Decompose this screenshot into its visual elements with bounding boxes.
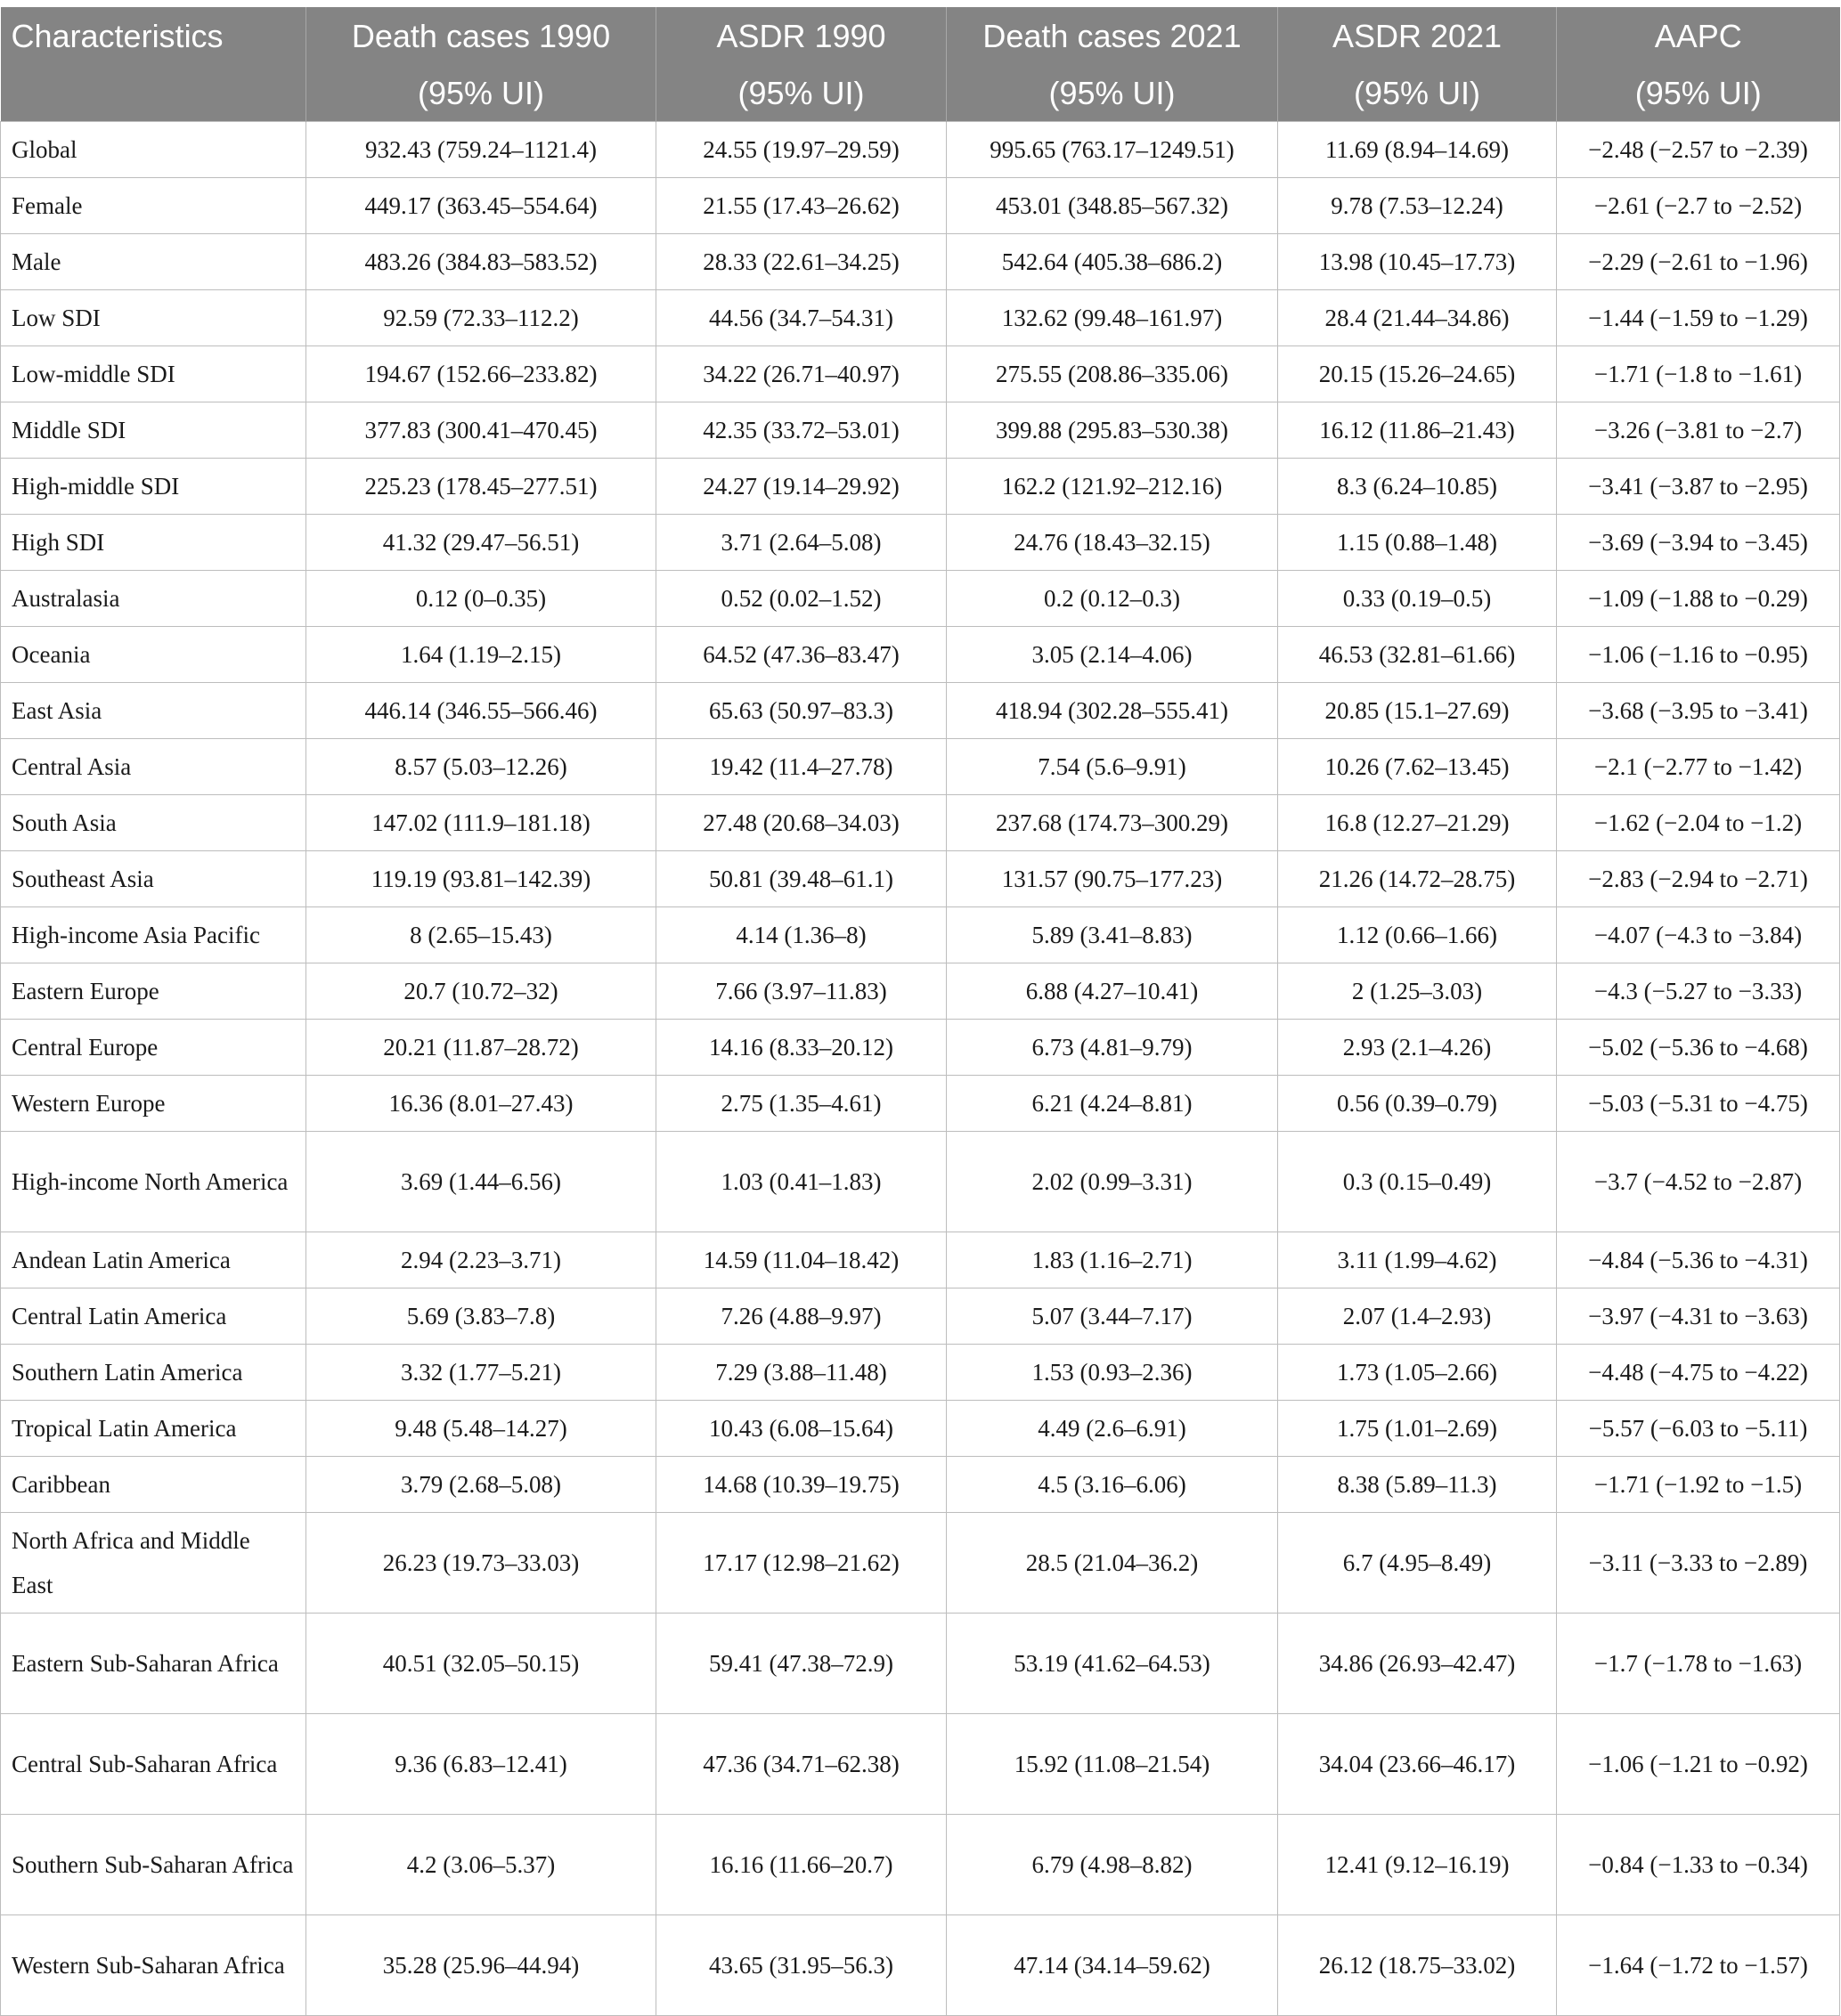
asdr-1990-cell: 14.59 (11.04–18.42) (656, 1232, 947, 1288)
asdr-2021-cell: 34.86 (26.93–42.47) (1278, 1614, 1557, 1714)
death-cases-1990-cell: 1.64 (1.19–2.15) (306, 627, 656, 683)
subheader-asdr-1990: (95% UI) (656, 66, 947, 122)
subheader-death-cases-2021: (95% UI) (947, 66, 1278, 122)
characteristic-cell: High SDI (1, 515, 306, 571)
death-cases-2021-cell: 3.05 (2.14–4.06) (947, 627, 1278, 683)
table-row (1, 1714, 1840, 1815)
death-cases-2021-cell: 6.79 (4.98–8.82) (947, 1815, 1278, 1915)
asdr-2021-cell: 0.3 (0.15–0.49) (1278, 1132, 1557, 1232)
characteristic-cell: Southern Sub-Saharan Africa (1, 1815, 306, 1915)
asdr-2021-cell: 16.12 (11.86–21.43) (1278, 402, 1557, 459)
characteristic-cell: High-middle SDI (1, 459, 306, 515)
aapc-cell: −2.61 (−2.7 to −2.52) (1557, 178, 1840, 234)
asdr-2021-cell: 6.7 (4.95–8.49) (1278, 1513, 1557, 1614)
table-row (1, 1345, 1840, 1401)
asdr-2021-cell: 20.15 (15.26–24.65) (1278, 346, 1557, 402)
asdr-2021-cell: 46.53 (32.81–61.66) (1278, 627, 1557, 683)
asdr-1990-cell: 7.66 (3.97–11.83) (656, 963, 947, 1020)
characteristic-cell: Andean Latin America (1, 1232, 306, 1288)
data-table (0, 7, 1840, 2016)
asdr-1990-cell: 3.71 (2.64–5.08) (656, 515, 947, 571)
aapc-cell: −2.83 (−2.94 to −2.71) (1557, 851, 1840, 907)
aapc-cell: −3.7 (−4.52 to −2.87) (1557, 1132, 1840, 1232)
asdr-2021-cell: 12.41 (9.12–16.19) (1278, 1815, 1557, 1915)
death-cases-1990-cell: 8.57 (5.03–12.26) (306, 739, 656, 795)
asdr-1990-cell: 24.27 (19.14–29.92) (656, 459, 947, 515)
aapc-cell: −3.11 (−3.33 to −2.89) (1557, 1513, 1840, 1614)
header-characteristics: Characteristics (1, 7, 306, 66)
death-cases-2021-cell: 6.21 (4.24–8.81) (947, 1076, 1278, 1132)
death-cases-2021-cell: 399.88 (295.83–530.38) (947, 402, 1278, 459)
asdr-2021-cell: 13.98 (10.45–17.73) (1278, 234, 1557, 290)
table-row (1, 1020, 1840, 1076)
asdr-1990-cell: 47.36 (34.71–62.38) (656, 1714, 947, 1815)
table-row (1, 1815, 1840, 1915)
asdr-2021-cell: 1.12 (0.66–1.66) (1278, 907, 1557, 963)
death-cases-1990-cell: 5.69 (3.83–7.8) (306, 1288, 656, 1345)
asdr-1990-cell: 19.42 (11.4–27.78) (656, 739, 947, 795)
death-cases-2021-cell: 1.53 (0.93–2.36) (947, 1345, 1278, 1401)
aapc-cell: −4.07 (−4.3 to −3.84) (1557, 907, 1840, 963)
aapc-cell: −5.03 (−5.31 to −4.75) (1557, 1076, 1840, 1132)
death-cases-1990-cell: 483.26 (384.83–583.52) (306, 234, 656, 290)
death-cases-1990-cell: 9.36 (6.83–12.41) (306, 1714, 656, 1815)
death-cases-1990-cell: 119.19 (93.81–142.39) (306, 851, 656, 907)
aapc-cell: −2.48 (−2.57 to −2.39) (1557, 122, 1840, 178)
table-row (1, 122, 1840, 178)
header-row (1, 7, 1840, 66)
characteristic-cell: Western Europe (1, 1076, 306, 1132)
death-cases-2021-cell: 131.57 (90.75–177.23) (947, 851, 1278, 907)
subheader-death-cases-1990: (95% UI) (306, 66, 656, 122)
asdr-1990-cell: 59.41 (47.38–72.9) (656, 1614, 947, 1714)
table-row (1, 571, 1840, 627)
table-row (1, 1401, 1840, 1457)
asdr-2021-cell: 1.75 (1.01–2.69) (1278, 1401, 1557, 1457)
aapc-cell: −3.97 (−4.31 to −3.63) (1557, 1288, 1840, 1345)
asdr-2021-cell: 0.33 (0.19–0.5) (1278, 571, 1557, 627)
header-asdr-1990: ASDR 1990 (656, 7, 947, 66)
death-cases-1990-cell: 92.59 (72.33–112.2) (306, 290, 656, 346)
death-cases-2021-cell: 132.62 (99.48–161.97) (947, 290, 1278, 346)
asdr-2021-cell: 2.07 (1.4–2.93) (1278, 1288, 1557, 1345)
death-cases-1990-cell: 2.94 (2.23–3.71) (306, 1232, 656, 1288)
aapc-cell: −1.71 (−1.8 to −1.61) (1557, 346, 1840, 402)
aapc-cell: −4.3 (−5.27 to −3.33) (1557, 963, 1840, 1020)
asdr-2021-cell: 21.26 (14.72–28.75) (1278, 851, 1557, 907)
table-row (1, 515, 1840, 571)
aapc-cell: −1.71 (−1.92 to −1.5) (1557, 1457, 1840, 1513)
characteristic-cell: Caribbean (1, 1457, 306, 1513)
table-row (1, 178, 1840, 234)
header-asdr-2021: ASDR 2021 (1278, 7, 1557, 66)
characteristic-cell: Central Latin America (1, 1288, 306, 1345)
death-cases-2021-cell: 6.73 (4.81–9.79) (947, 1020, 1278, 1076)
death-cases-1990-cell: 3.32 (1.77–5.21) (306, 1345, 656, 1401)
aapc-cell: −3.69 (−3.94 to −3.45) (1557, 515, 1840, 571)
death-cases-1990-cell: 377.83 (300.41–470.45) (306, 402, 656, 459)
asdr-1990-cell: 0.52 (0.02–1.52) (656, 571, 947, 627)
death-cases-2021-cell: 162.2 (121.92–212.16) (947, 459, 1278, 515)
asdr-2021-cell: 20.85 (15.1–27.69) (1278, 683, 1557, 739)
aapc-cell: −2.1 (−2.77 to −1.42) (1557, 739, 1840, 795)
table-row (1, 739, 1840, 795)
subheader-row (1, 66, 1840, 122)
table-row (1, 907, 1840, 963)
death-cases-2021-cell: 24.76 (18.43–32.15) (947, 515, 1278, 571)
asdr-2021-cell: 9.78 (7.53–12.24) (1278, 178, 1557, 234)
table-row (1, 459, 1840, 515)
death-cases-2021-cell: 1.83 (1.16–2.71) (947, 1232, 1278, 1288)
table-row (1, 1288, 1840, 1345)
death-cases-1990-cell: 225.23 (178.45–277.51) (306, 459, 656, 515)
asdr-2021-cell: 8.3 (6.24–10.85) (1278, 459, 1557, 515)
characteristic-cell: Eastern Sub-Saharan Africa (1, 1614, 306, 1714)
asdr-1990-cell: 2.75 (1.35–4.61) (656, 1076, 947, 1132)
death-cases-1990-cell: 446.14 (346.55–566.46) (306, 683, 656, 739)
death-cases-1990-cell: 20.7 (10.72–32) (306, 963, 656, 1020)
aapc-cell: −4.84 (−5.36 to −4.31) (1557, 1232, 1840, 1288)
death-cases-1990-cell: 932.43 (759.24–1121.4) (306, 122, 656, 178)
characteristic-cell: Australasia (1, 571, 306, 627)
death-cases-1990-cell: 194.67 (152.66–233.82) (306, 346, 656, 402)
aapc-cell: −5.02 (−5.36 to −4.68) (1557, 1020, 1840, 1076)
table-row (1, 1513, 1840, 1614)
death-cases-1990-cell: 35.28 (25.96–44.94) (306, 1915, 656, 2016)
death-cases-1990-cell: 0.12 (0–0.35) (306, 571, 656, 627)
death-cases-1990-cell: 3.79 (2.68–5.08) (306, 1457, 656, 1513)
death-cases-1990-cell: 3.69 (1.44–6.56) (306, 1132, 656, 1232)
characteristic-cell: South Asia (1, 795, 306, 851)
asdr-1990-cell: 27.48 (20.68–34.03) (656, 795, 947, 851)
header-aapc: AAPC (1557, 7, 1840, 66)
aapc-cell: −1.06 (−1.21 to −0.92) (1557, 1714, 1840, 1815)
aapc-cell: −1.09 (−1.88 to −0.29) (1557, 571, 1840, 627)
table-row (1, 290, 1840, 346)
death-cases-1990-cell: 40.51 (32.05–50.15) (306, 1614, 656, 1714)
table-row (1, 402, 1840, 459)
table-row (1, 234, 1840, 290)
death-cases-2021-cell: 453.01 (348.85–567.32) (947, 178, 1278, 234)
asdr-1990-cell: 7.29 (3.88–11.48) (656, 1345, 947, 1401)
asdr-2021-cell: 8.38 (5.89–11.3) (1278, 1457, 1557, 1513)
asdr-2021-cell: 11.69 (8.94–14.69) (1278, 122, 1557, 178)
death-cases-2021-cell: 2.02 (0.99–3.31) (947, 1132, 1278, 1232)
death-cases-2021-cell: 418.94 (302.28–555.41) (947, 683, 1278, 739)
asdr-1990-cell: 4.14 (1.36–8) (656, 907, 947, 963)
aapc-cell: −1.62 (−2.04 to −1.2) (1557, 795, 1840, 851)
asdr-1990-cell: 64.52 (47.36–83.47) (656, 627, 947, 683)
characteristic-cell: Male (1, 234, 306, 290)
asdr-2021-cell: 28.4 (21.44–34.86) (1278, 290, 1557, 346)
asdr-2021-cell: 0.56 (0.39–0.79) (1278, 1076, 1557, 1132)
table-header (1, 7, 1840, 122)
characteristic-cell: High-income Asia Pacific (1, 907, 306, 963)
asdr-1990-cell: 1.03 (0.41–1.83) (656, 1132, 947, 1232)
table-row (1, 1076, 1840, 1132)
characteristic-cell: Female (1, 178, 306, 234)
table-row (1, 346, 1840, 402)
asdr-1990-cell: 44.56 (34.7–54.31) (656, 290, 947, 346)
header-death-cases-2021: Death cases 2021 (947, 7, 1278, 66)
death-cases-1990-cell: 9.48 (5.48–14.27) (306, 1401, 656, 1457)
asdr-1990-cell: 24.55 (19.97–29.59) (656, 122, 947, 178)
table-row (1, 1915, 1840, 2016)
characteristic-cell: North Africa and Middle East (1, 1513, 306, 1614)
asdr-1990-cell: 43.65 (31.95–56.3) (656, 1915, 947, 2016)
characteristic-cell: Tropical Latin America (1, 1401, 306, 1457)
asdr-2021-cell: 10.26 (7.62–13.45) (1278, 739, 1557, 795)
death-cases-2021-cell: 53.19 (41.62–64.53) (947, 1614, 1278, 1714)
aapc-cell: −4.48 (−4.75 to −4.22) (1557, 1345, 1840, 1401)
characteristic-cell: East Asia (1, 683, 306, 739)
table-row (1, 1457, 1840, 1513)
death-cases-2021-cell: 237.68 (174.73–300.29) (947, 795, 1278, 851)
death-cases-1990-cell: 16.36 (8.01–27.43) (306, 1076, 656, 1132)
asdr-2021-cell: 2.93 (2.1–4.26) (1278, 1020, 1557, 1076)
asdr-1990-cell: 7.26 (4.88–9.97) (656, 1288, 947, 1345)
characteristic-cell: Low-middle SDI (1, 346, 306, 402)
asdr-2021-cell: 26.12 (18.75–33.02) (1278, 1915, 1557, 2016)
aapc-cell: −1.64 (−1.72 to −1.57) (1557, 1915, 1840, 2016)
aapc-cell: −0.84 (−1.33 to −0.34) (1557, 1815, 1840, 1915)
death-cases-2021-cell: 15.92 (11.08–21.54) (947, 1714, 1278, 1815)
aapc-cell: −5.57 (−6.03 to −5.11) (1557, 1401, 1840, 1457)
death-cases-1990-cell: 449.17 (363.45–554.64) (306, 178, 656, 234)
asdr-2021-cell: 34.04 (23.66–46.17) (1278, 1714, 1557, 1815)
table-row (1, 1132, 1840, 1232)
asdr-1990-cell: 14.16 (8.33–20.12) (656, 1020, 947, 1076)
characteristic-cell: Global (1, 122, 306, 178)
death-cases-2021-cell: 4.49 (2.6–6.91) (947, 1401, 1278, 1457)
table-row (1, 1232, 1840, 1288)
aapc-cell: −3.41 (−3.87 to −2.95) (1557, 459, 1840, 515)
death-cases-2021-cell: 0.2 (0.12–0.3) (947, 571, 1278, 627)
header-death-cases-1990: Death cases 1990 (306, 7, 656, 66)
asdr-2021-cell: 3.11 (1.99–4.62) (1278, 1232, 1557, 1288)
asdr-1990-cell: 10.43 (6.08–15.64) (656, 1401, 947, 1457)
table-row (1, 963, 1840, 1020)
asdr-2021-cell: 2 (1.25–3.03) (1278, 963, 1557, 1020)
asdr-1990-cell: 65.63 (50.97–83.3) (656, 683, 947, 739)
characteristic-cell: Central Sub-Saharan Africa (1, 1714, 306, 1815)
characteristic-cell: Western Sub-Saharan Africa (1, 1915, 306, 2016)
death-cases-1990-cell: 41.32 (29.47–56.51) (306, 515, 656, 571)
subheader-characteristics (1, 66, 306, 122)
asdr-1990-cell: 21.55 (17.43–26.62) (656, 178, 947, 234)
subheader-asdr-2021: (95% UI) (1278, 66, 1557, 122)
asdr-1990-cell: 17.17 (12.98–21.62) (656, 1513, 947, 1614)
death-cases-2021-cell: 275.55 (208.86–335.06) (947, 346, 1278, 402)
table-row (1, 795, 1840, 851)
characteristic-cell: Southeast Asia (1, 851, 306, 907)
death-cases-2021-cell: 28.5 (21.04–36.2) (947, 1513, 1278, 1614)
characteristic-cell: Eastern Europe (1, 963, 306, 1020)
characteristic-cell: High-income North America (1, 1132, 306, 1232)
aapc-cell: −2.29 (−2.61 to −1.96) (1557, 234, 1840, 290)
death-cases-1990-cell: 147.02 (111.9–181.18) (306, 795, 656, 851)
aapc-cell: −1.7 (−1.78 to −1.63) (1557, 1614, 1840, 1714)
table-row (1, 851, 1840, 907)
asdr-1990-cell: 14.68 (10.39–19.75) (656, 1457, 947, 1513)
asdr-1990-cell: 28.33 (22.61–34.25) (656, 234, 947, 290)
table-row (1, 627, 1840, 683)
characteristic-cell: Southern Latin America (1, 1345, 306, 1401)
asdr-2021-cell: 16.8 (12.27–21.29) (1278, 795, 1557, 851)
characteristic-cell: Central Asia (1, 739, 306, 795)
characteristic-cell: Oceania (1, 627, 306, 683)
death-cases-2021-cell: 7.54 (5.6–9.91) (947, 739, 1278, 795)
asdr-1990-cell: 16.16 (11.66–20.7) (656, 1815, 947, 1915)
characteristic-cell: Middle SDI (1, 402, 306, 459)
aapc-cell: −1.44 (−1.59 to −1.29) (1557, 290, 1840, 346)
death-cases-1990-cell: 8 (2.65–15.43) (306, 907, 656, 963)
aapc-cell: −3.68 (−3.95 to −3.41) (1557, 683, 1840, 739)
aapc-cell: −3.26 (−3.81 to −2.7) (1557, 402, 1840, 459)
table-row (1, 1614, 1840, 1714)
asdr-1990-cell: 42.35 (33.72–53.01) (656, 402, 947, 459)
death-cases-1990-cell: 26.23 (19.73–33.03) (306, 1513, 656, 1614)
subheader-aapc: (95% UI) (1557, 66, 1840, 122)
aapc-cell: −1.06 (−1.16 to −0.95) (1557, 627, 1840, 683)
characteristic-cell: Central Europe (1, 1020, 306, 1076)
death-cases-2021-cell: 542.64 (405.38–686.2) (947, 234, 1278, 290)
table-body (1, 122, 1840, 2016)
death-cases-2021-cell: 5.07 (3.44–7.17) (947, 1288, 1278, 1345)
death-cases-2021-cell: 47.14 (34.14–59.62) (947, 1915, 1278, 2016)
death-cases-1990-cell: 20.21 (11.87–28.72) (306, 1020, 656, 1076)
characteristic-cell: Low SDI (1, 290, 306, 346)
death-cases-2021-cell: 5.89 (3.41–8.83) (947, 907, 1278, 963)
asdr-1990-cell: 34.22 (26.71–40.97) (656, 346, 947, 402)
asdr-2021-cell: 1.15 (0.88–1.48) (1278, 515, 1557, 571)
table-row (1, 683, 1840, 739)
asdr-2021-cell: 1.73 (1.05–2.66) (1278, 1345, 1557, 1401)
death-cases-2021-cell: 6.88 (4.27–10.41) (947, 963, 1278, 1020)
death-cases-2021-cell: 4.5 (3.16–6.06) (947, 1457, 1278, 1513)
death-cases-1990-cell: 4.2 (3.06–5.37) (306, 1815, 656, 1915)
death-cases-2021-cell: 995.65 (763.17–1249.51) (947, 122, 1278, 178)
asdr-1990-cell: 50.81 (39.48–61.1) (656, 851, 947, 907)
